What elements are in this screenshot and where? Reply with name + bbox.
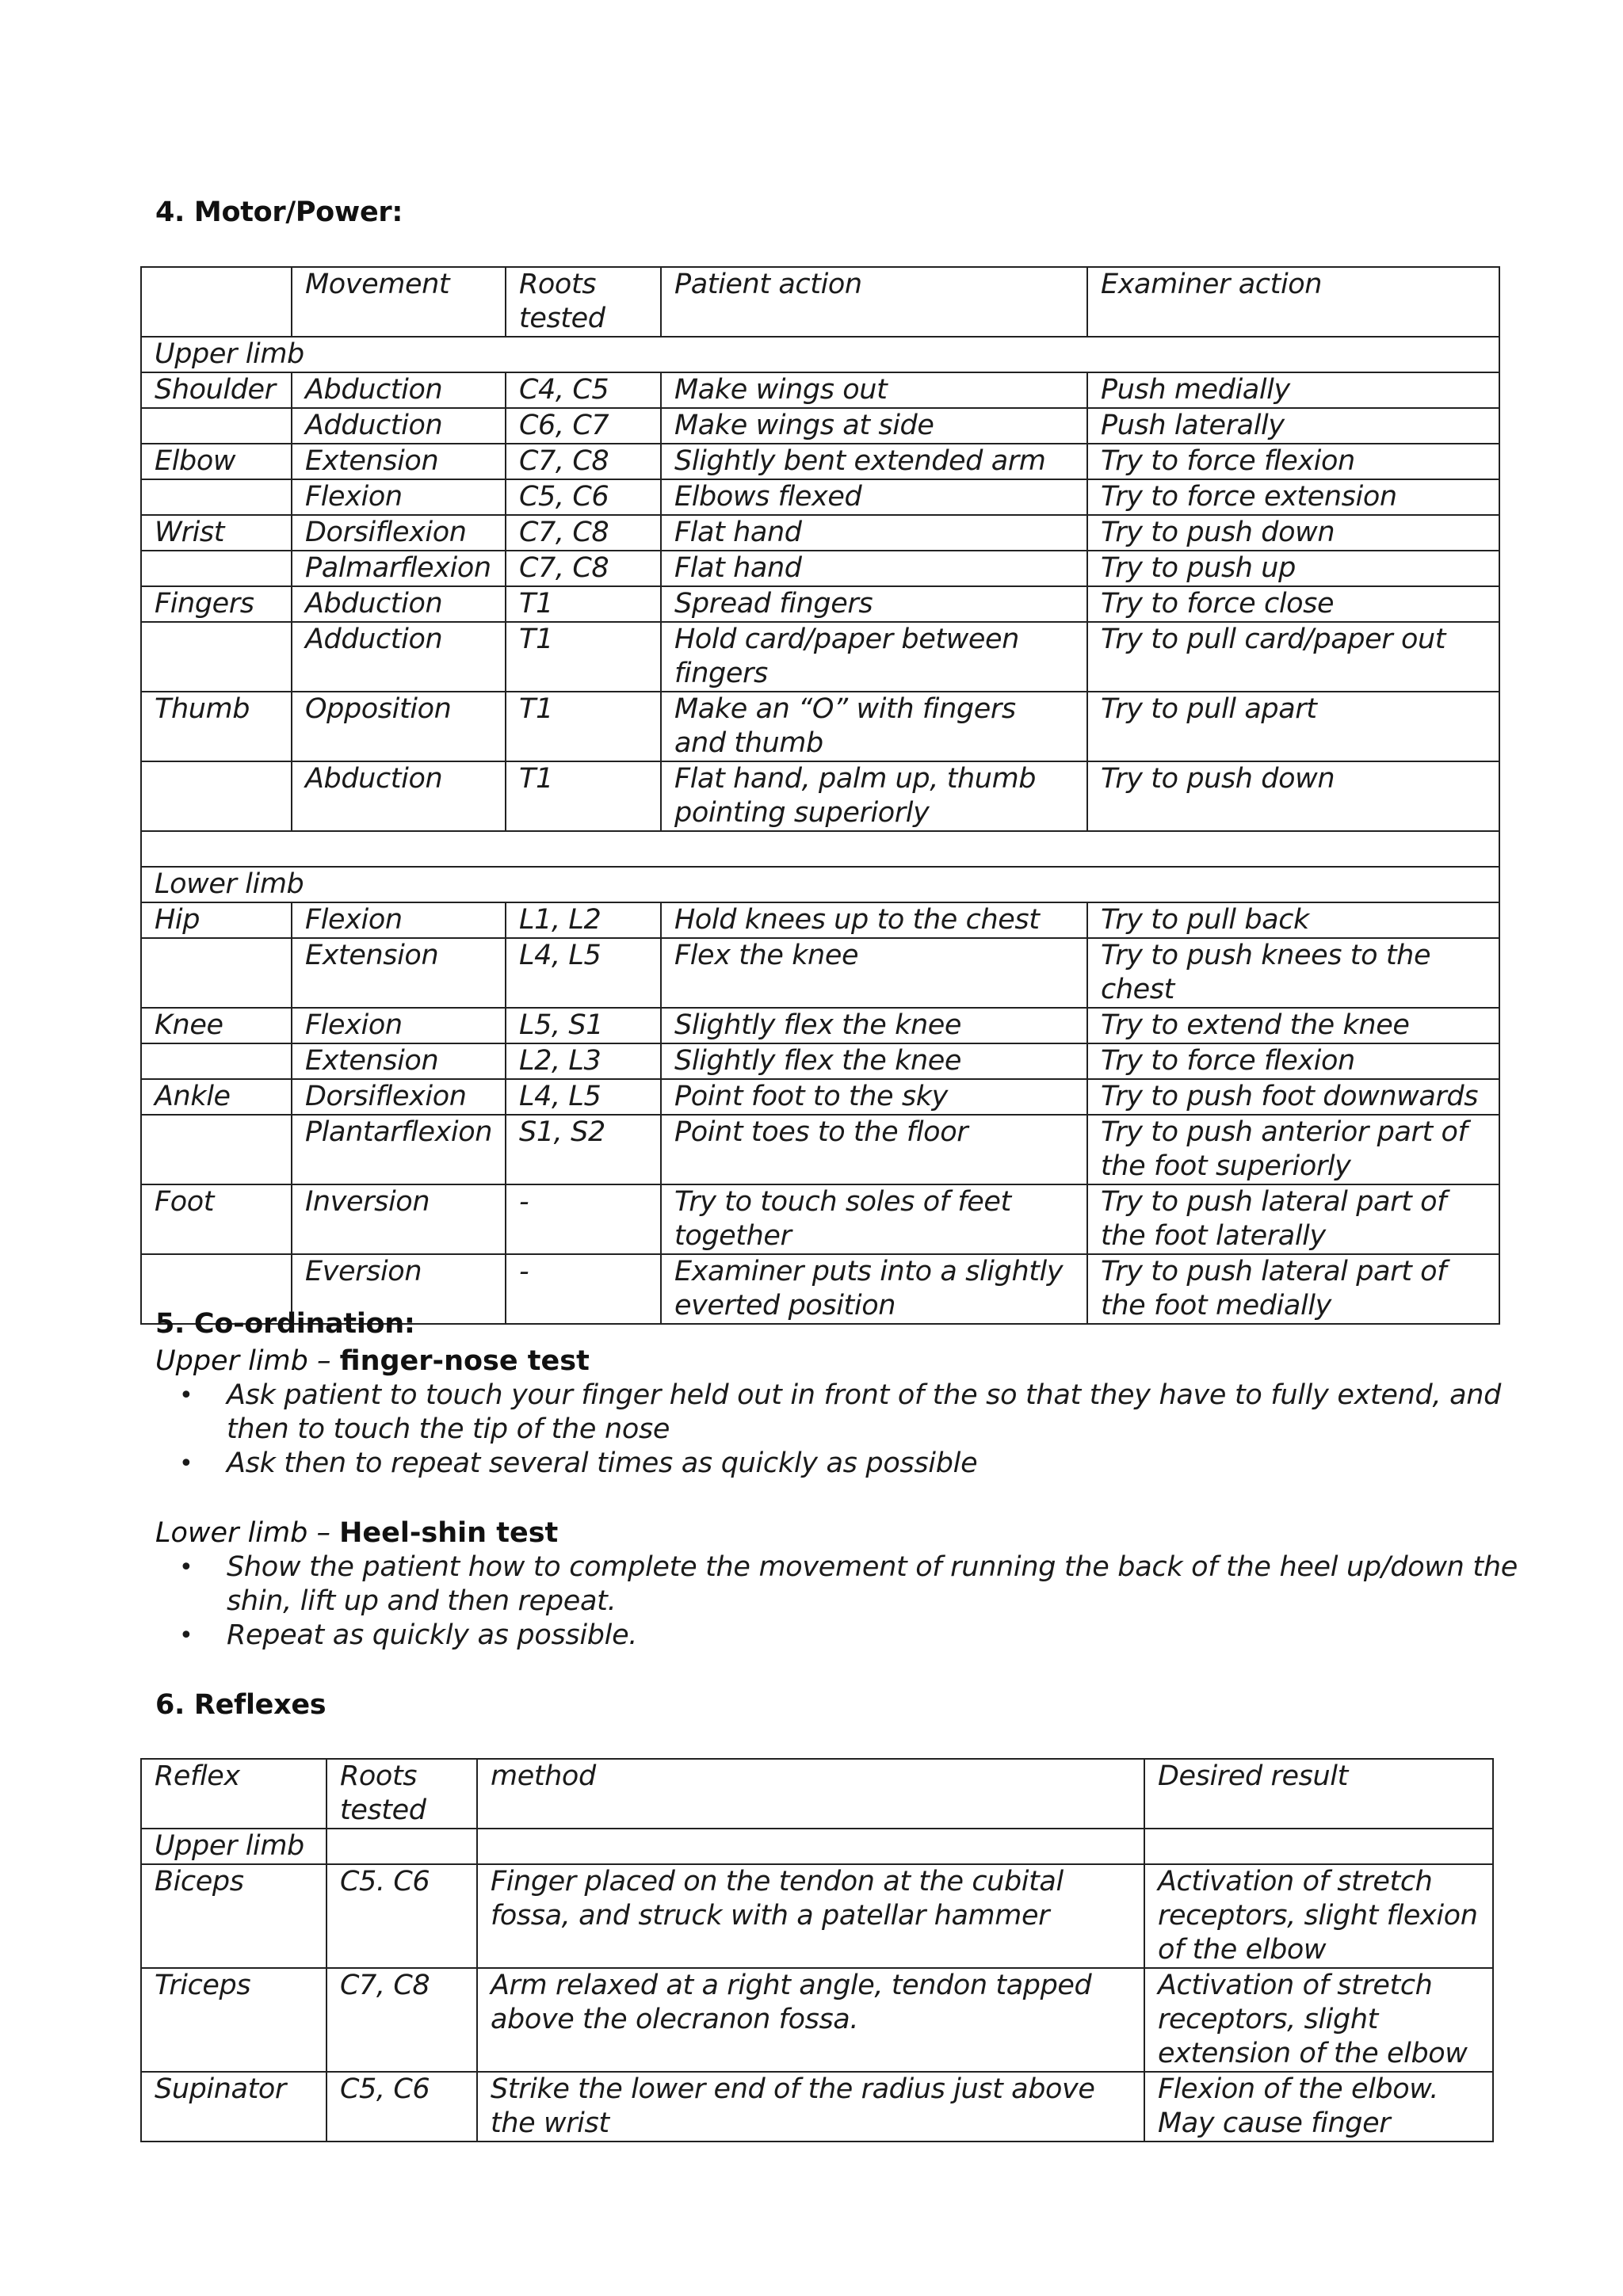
table-cell: Plantarflexion (292, 1115, 506, 1184)
reflexes-heading: 6. Reflexes (155, 1689, 327, 1721)
table-cell: Make wings at side (661, 408, 1087, 444)
table-cell: C7, C8 (506, 551, 661, 586)
table-row (141, 902, 1499, 938)
table-cell: Try to push knees to the chest (1087, 938, 1499, 1008)
table-cell: Try to touch soles of feet together (661, 1184, 1087, 1254)
table-cell: Abduction (292, 761, 506, 831)
table-cell: Extension (292, 938, 506, 1008)
table-cell: C5, C6 (506, 479, 661, 515)
table-row (141, 1115, 1499, 1184)
table-cell: Biceps (141, 1864, 327, 1968)
list-item-text: Show the patient how to complete the movement of running the back of the heel up/down the shin, lift up and then repeat. (227, 1551, 1518, 1617)
table-cell: Ankle (141, 1079, 292, 1115)
section-label: Upper limb (141, 337, 1499, 372)
table-row (141, 2072, 1493, 2142)
table-row (141, 479, 1499, 515)
table-cell: Palmarflexion (292, 551, 506, 586)
table-row (141, 1079, 1499, 1115)
table-cell: C5. C6 (327, 1864, 477, 1968)
motor-power-table (140, 266, 1500, 1325)
table-cell: Knee (141, 1008, 292, 1043)
table-cell: Adduction (292, 622, 506, 692)
table-row (141, 938, 1499, 1008)
empty-cell (1144, 1829, 1493, 1864)
table-cell: Try to force close (1087, 586, 1499, 622)
table-cell: Flexion (292, 1008, 506, 1043)
table-cell: Examiner puts into a slightly everted position (661, 1254, 1087, 1324)
table-cell: Supinator (141, 2072, 327, 2142)
column-header: Roots tested (327, 1759, 477, 1829)
table-cell (141, 479, 292, 515)
bullet-icon: • (179, 1382, 193, 1409)
table-cell: Flexion (292, 479, 506, 515)
table-cell: Try to pull card/paper out (1087, 622, 1499, 692)
table-cell: Make wings out (661, 372, 1087, 408)
table-cell: Dorsiflexion (292, 1079, 506, 1115)
table-cell: L4, L5 (506, 938, 661, 1008)
table-cell: Try to pull back (1087, 902, 1499, 938)
table-cell: T1 (506, 622, 661, 692)
table-cell: Flexion (292, 902, 506, 938)
table-row (141, 515, 1499, 551)
table-cell: Point toes to the floor (661, 1115, 1087, 1184)
table-cell: Elbow (141, 444, 292, 479)
table-cell: Adduction (292, 408, 506, 444)
table-cell: Wrist (141, 515, 292, 551)
table-cell: Slightly flex the knee (661, 1043, 1087, 1079)
spacer-row (141, 831, 1499, 867)
table-cell (141, 551, 292, 586)
table-cell (141, 1115, 292, 1184)
upper-limb-instructions (155, 1379, 1518, 1481)
lower-limb-test-label: Lower limb – Heel-shin test (155, 1517, 559, 1549)
section-row (141, 1829, 1493, 1864)
table-row (141, 551, 1499, 586)
coordination-heading: 5. Co-ordination: (155, 1308, 415, 1340)
table-cell: C6, C7 (506, 408, 661, 444)
list-item-text: Ask patient to touch your finger held out in front of the so that they have to fully extend, and then to touch the tip of the nose (227, 1379, 1502, 1445)
table-cell (141, 408, 292, 444)
table-cell: Flat hand (661, 515, 1087, 551)
table-cell: L2, L3 (506, 1043, 661, 1079)
table-cell: Try to push up (1087, 551, 1499, 586)
table-cell: Try to extend the knee (1087, 1008, 1499, 1043)
table-cell: Try to push lateral part of the foot medially (1087, 1254, 1499, 1324)
table-row (141, 622, 1499, 692)
table-cell (141, 622, 292, 692)
table-cell: T1 (506, 692, 661, 761)
list-item (155, 1447, 1518, 1481)
table-cell: Thumb (141, 692, 292, 761)
table-cell: Foot (141, 1184, 292, 1254)
table-cell (141, 938, 292, 1008)
column-header: method (477, 1759, 1144, 1829)
table-cell: Make an “O” with fingers and thumb (661, 692, 1087, 761)
column-header: Reflex (141, 1759, 327, 1829)
table-cell: Push laterally (1087, 408, 1499, 444)
table-cell: Try to push down (1087, 515, 1499, 551)
table-cell: Slightly flex the knee (661, 1008, 1087, 1043)
reflexes-table (140, 1758, 1494, 2142)
table-cell: Point foot to the sky (661, 1079, 1087, 1115)
table-header-row (141, 267, 1499, 337)
list-item (155, 1379, 1518, 1447)
empty-cell (327, 1829, 477, 1864)
table-cell: Try to push foot downwards (1087, 1079, 1499, 1115)
column-header: Desired result (1144, 1759, 1493, 1829)
column-header: Movement (292, 267, 506, 337)
table-cell: Flex the knee (661, 938, 1087, 1008)
table-cell: Try to force extension (1087, 479, 1499, 515)
table-cell: L1, L2 (506, 902, 661, 938)
table-cell: C7, C8 (506, 444, 661, 479)
table-row (141, 1968, 1493, 2072)
section-row (141, 867, 1499, 902)
table-row (141, 1043, 1499, 1079)
table-cell: Activation of stretch receptors, slight extension of the elbow (1144, 1968, 1493, 2072)
table-cell: Arm relaxed at a right angle, tendon tapped above the olecranon fossa. (477, 1968, 1144, 2072)
table-cell: Flat hand, palm up, thumb pointing superiorly (661, 761, 1087, 831)
table-cell: Activation of stretch receptors, slight flexion of the elbow (1144, 1864, 1493, 1968)
table-cell: C7, C8 (506, 515, 661, 551)
table-cell: - (506, 1184, 661, 1254)
table-cell: - (506, 1254, 661, 1324)
bullet-icon: • (179, 1554, 193, 1581)
section-row (141, 337, 1499, 372)
column-header: Examiner action (1087, 267, 1499, 337)
column-header (141, 267, 292, 337)
table-cell: Finger placed on the tendon at the cubital fossa, and struck with a patellar hammer (477, 1864, 1144, 1968)
upper-limb-test-label: Upper limb – finger-nose test (155, 1345, 590, 1377)
table-cell: Try to push down (1087, 761, 1499, 831)
table-cell: Fingers (141, 586, 292, 622)
table-cell: T1 (506, 586, 661, 622)
list-item-text: Repeat as quickly as possible. (227, 1619, 638, 1651)
table-cell: Hip (141, 902, 292, 938)
table-cell (141, 1043, 292, 1079)
table-row (141, 372, 1499, 408)
bullet-icon: • (179, 1622, 193, 1650)
table-cell: Eversion (292, 1254, 506, 1324)
table-cell: Try to pull apart (1087, 692, 1499, 761)
table-cell: Try to push lateral part of the foot laterally (1087, 1184, 1499, 1254)
table-cell: T1 (506, 761, 661, 831)
table-cell: Try to force flexion (1087, 1043, 1499, 1079)
table-cell: C5, C6 (327, 2072, 477, 2142)
bullet-icon: • (179, 1450, 193, 1478)
table-cell: Extension (292, 1043, 506, 1079)
table-cell: Hold card/paper between fingers (661, 622, 1087, 692)
table-cell: Strike the lower end of the radius just above the wrist (477, 2072, 1144, 2142)
column-header: Patient action (661, 267, 1087, 337)
table-row (141, 586, 1499, 622)
table-cell: Slightly bent extended arm (661, 444, 1087, 479)
table-cell: Extension (292, 444, 506, 479)
table-row (141, 761, 1499, 831)
section-label: Upper limb (141, 1829, 327, 1864)
table-cell: Flexion of the elbow. May cause finger (1144, 2072, 1493, 2142)
table-cell: Abduction (292, 586, 506, 622)
table-cell: C7, C8 (327, 1968, 477, 2072)
table-cell: Hold knees up to the chest (661, 902, 1087, 938)
lower-limb-instructions (155, 1550, 1518, 1653)
table-cell: Flat hand (661, 551, 1087, 586)
list-item (155, 1550, 1518, 1619)
table-row (141, 444, 1499, 479)
table-cell: Try to force flexion (1087, 444, 1499, 479)
table-cell: L5, S1 (506, 1008, 661, 1043)
table-cell: Dorsiflexion (292, 515, 506, 551)
motor-heading: 4. Motor/Power: (155, 196, 403, 228)
table-cell: Try to push anterior part of the foot superiorly (1087, 1115, 1499, 1184)
list-item-text: Ask then to repeat several times as quickly as possible (227, 1447, 978, 1479)
section-label: Lower limb (141, 867, 1499, 902)
table-row (141, 408, 1499, 444)
table-header-row (141, 1759, 1493, 1829)
table-cell: Elbows flexed (661, 479, 1087, 515)
table-cell: Opposition (292, 692, 506, 761)
table-cell: Abduction (292, 372, 506, 408)
table-cell (141, 761, 292, 831)
table-row (141, 692, 1499, 761)
list-item (155, 1619, 1518, 1653)
table-cell: Inversion (292, 1184, 506, 1254)
table-row (141, 1864, 1493, 1968)
table-row (141, 1184, 1499, 1254)
table-cell: Spread fingers (661, 586, 1087, 622)
table-cell: Triceps (141, 1968, 327, 2072)
table-cell: L4, L5 (506, 1079, 661, 1115)
table-cell: Push medially (1087, 372, 1499, 408)
empty-cell (141, 831, 1499, 867)
empty-cell (477, 1829, 1144, 1864)
table-cell: C4, C5 (506, 372, 661, 408)
table-row (141, 1008, 1499, 1043)
table-cell: S1, S2 (506, 1115, 661, 1184)
table-cell: Shoulder (141, 372, 292, 408)
column-header: Roots tested (506, 267, 661, 337)
